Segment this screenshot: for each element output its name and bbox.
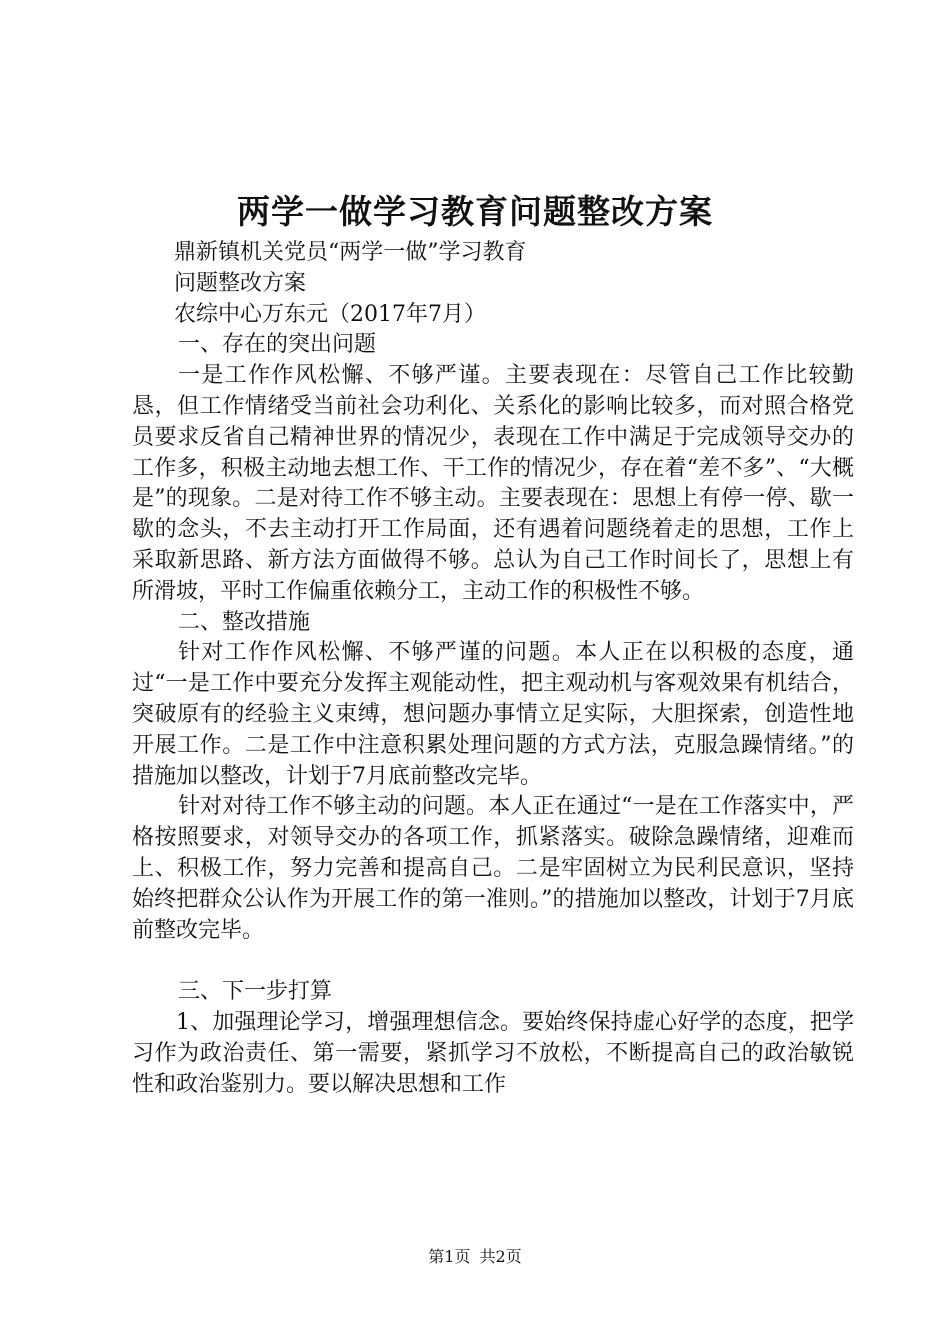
section-3-paragraph: 1、加强理论学习，增强理想信念。要始终保持虚心好学的态度，把学习作为政治责任、第一需要，紧抓学习不放松，不断提高自己的政治敏锐性和政治鉴别力。要以解决思想和工作 xyxy=(132,1009,854,1097)
blank-line xyxy=(132,946,854,977)
section-1-paragraph: 一是工作作风松懈、不够严谨。主要表现在：尽管自己工作比较勤恳，但工作情绪受当前社会功利化、关系化的影响比较多，而对照合格党员要求反省自己精神世界的情况少，表现在工作中满足于完成领导交办的工作多，积极主动地去想工作、干工作的情况少，存在着“差不多”、“大概是”的现象。二是对待工作不够主动。主要表现在：思想上有停一停、歇一歇的念头，不去主动打开工作局面，还有遇着问题绕着走的思想，工作上采取新思路、新方法方面做得不够。总认为自己工作时间长了，思想上有所滑坡，平时工作偏重依赖分工，主动工作的积极性不够。 xyxy=(132,363,854,604)
section-3-heading: 三、下一步打算 xyxy=(178,979,333,1005)
section-2-paragraph-2: 针对对待工作不够主动的问题。本人正在通过“一是在工作落实中，严格按照要求，对领导交办的各项工作，抓紧落实。破除急躁情绪，迎难而上、积极工作，努力完善和提高自己。二是牢固树立为民利民意识，坚持始终把群众公认作为开展工作的第一准则。”的措施加以整改，计划于7月底前整改完毕。 xyxy=(132,794,854,943)
header-line-2: 问题整改方案 xyxy=(174,270,307,296)
header-line-3: 农综中心万东元（2017年7月） xyxy=(174,301,486,327)
page-number: 第1页 xyxy=(428,1247,471,1266)
header-line-1: 鼎新镇机关党员“两学一做”学习教育 xyxy=(174,240,527,265)
document-title: 两学一做学习教育问题整改方案 xyxy=(237,192,713,231)
document-body xyxy=(132,238,854,1100)
page-footer xyxy=(0,1244,950,1267)
section-2-paragraph-1: 针对工作作风松懈、不够严谨的问题。本人正在以积极的态度，通过“一是工作中要充分发挥主观能动性，把主观动机与客观效果有机结合，突破原有的经验主义束缚，想问题办事情立足实际，大胆探索，创造性地开展工作。二是工作中注意积累处理问题的方式方法，克服急躁情绪。”的措施加以整改，计划于7月底前整改完毕。 xyxy=(132,640,854,789)
section-2-heading: 二、整改措施 xyxy=(178,609,311,635)
section-1-heading: 一、存在的突出问题 xyxy=(178,332,377,358)
page-total: 共2页 xyxy=(479,1247,522,1266)
